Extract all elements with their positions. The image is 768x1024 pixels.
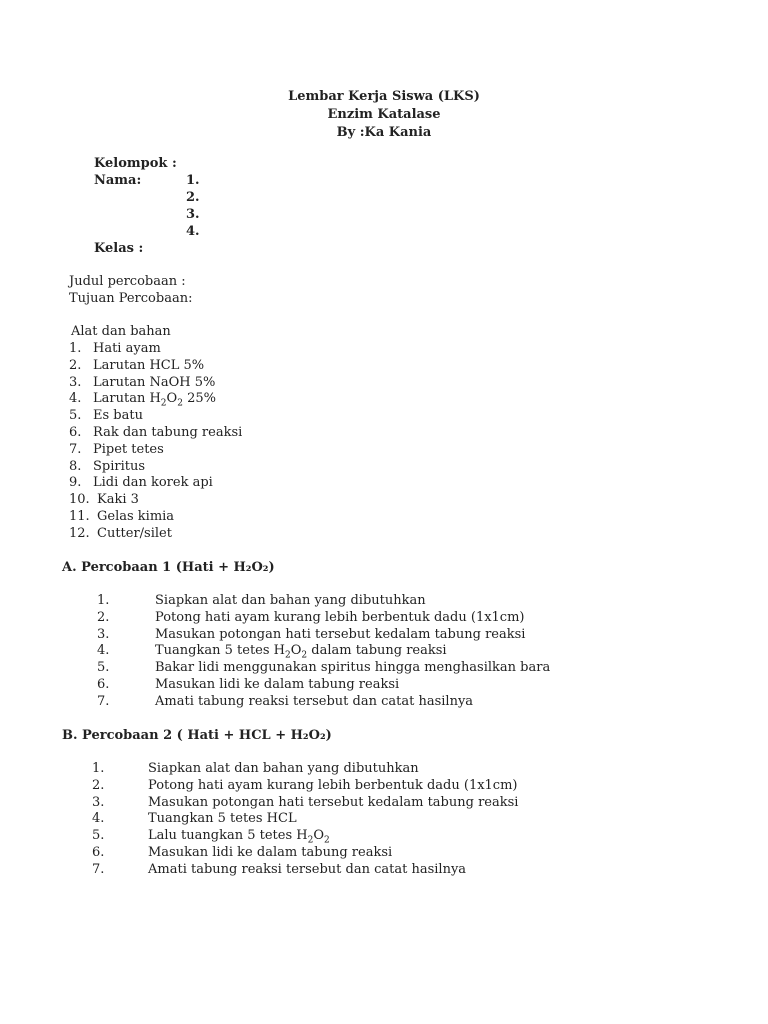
exp1-step-number: 3. [97, 626, 110, 642]
exp2-step-text: Siapkan alat dan bahan yang dibutuhkan [148, 761, 419, 776]
exp2-step-text: Masukan potongan hati tersebut kedalam tabung reaksi [148, 794, 519, 810]
nama-label: Nama: [94, 173, 142, 188]
material-item-text: Cutter/silet [97, 525, 172, 541]
material-item-number: 1. [69, 341, 82, 356]
exp2-step-number: 3. [92, 794, 105, 810]
material-item-number: 7. [69, 441, 82, 457]
materials-heading: Alat dan bahan [71, 324, 171, 339]
exp2-step-text: Amati tabung reaksi tersebut dan catat hasilnya [148, 861, 467, 877]
material-item-number: 8. [69, 458, 82, 474]
exp2-heading: B. Percobaan 2 ( Hati + HCL + H₂O₂) [62, 728, 332, 743]
nama-number: 3. [186, 207, 200, 222]
exp2-step-number: 1. [92, 761, 105, 776]
exp1-step-number: 1. [97, 593, 110, 608]
material-item-number: 12. [69, 525, 90, 541]
material-item-text: Spiritus [93, 458, 146, 474]
header-subtitle: Enzim Katalase [327, 107, 441, 122]
exp1-step-text: Amati tabung reaksi tersebut dan catat hasilnya [155, 693, 474, 709]
exp2-step-number: 7. [92, 861, 105, 877]
material-item-number: 11. [69, 509, 90, 524]
exp1-step-number: 6. [97, 677, 110, 692]
material-item-text: Larutan HCL 5% [93, 357, 205, 373]
exp2-step-text: Masukan lidi ke dalam tabung reaksi [148, 845, 393, 860]
exp1-step-text: Masukan lidi ke dalam tabung reaksi [155, 677, 400, 692]
material-item-number: 2. [69, 357, 82, 373]
exp1-step-number: 2. [97, 609, 110, 625]
exp1-heading: A. Percobaan 1 (Hati + H₂O₂) [62, 560, 275, 575]
exp1-step-number: 4. [97, 643, 110, 659]
exp1-step-text: Bakar lidi menggunakan spiritus hingga menghasilkan bara [155, 660, 551, 676]
exp1-step-number: 7. [97, 693, 110, 709]
material-item-number: 3. [69, 374, 82, 390]
exp2-step-number: 6. [92, 845, 105, 860]
exp2-step-text: Tuangkan 5 tetes HCL [148, 811, 297, 827]
material-item-number: 6. [69, 425, 82, 440]
material-item-text: Larutan $H_2O_2$ 25% [93, 391, 216, 409]
material-item-text: Rak dan tabung reaksi [93, 425, 243, 440]
exp2-step-number: 2. [92, 777, 105, 793]
material-item-text: Larutan NaOH 5% [93, 374, 216, 390]
exp2-step-number: 4. [92, 811, 105, 827]
exp1-step-text: Siapkan alat dan bahan yang dibutuhkan [155, 593, 426, 608]
material-item-text: Lidi dan korek api [93, 475, 213, 491]
exp1-step-number: 5. [97, 660, 110, 676]
nama-number: 2. [186, 190, 200, 205]
header-title: Lembar Kerja Siswa (LKS) [288, 89, 480, 104]
exp2-step-text: Potong hati ayam kurang lebih berbentuk dadu (1x1cm) [148, 777, 518, 793]
nama-number: 4. [186, 224, 200, 239]
nama-number: 1. [186, 173, 200, 188]
judul-percobaan-label: Judul percobaan : [69, 274, 186, 289]
material-item-number: 4. [69, 391, 82, 407]
material-item-number: 5. [69, 408, 82, 424]
exp2-step-text: Lalu tuangkan 5 tetes $H_2O_2$ [148, 828, 330, 846]
tujuan-percobaan-label: Tujuan Percobaan: [69, 291, 193, 306]
material-item-text: Es batu [93, 408, 143, 424]
header-author: By :Ka Kania [336, 125, 432, 140]
material-item-number: 9. [69, 475, 82, 491]
exp1-step-text: Masukan potongan hati tersebut kedalam tabung reaksi [155, 626, 526, 642]
material-item-text: Hati ayam [93, 341, 161, 356]
document-header [0, 88, 768, 142]
kelompok-label: Kelompok : [94, 156, 177, 171]
exp2-step-number: 5. [92, 828, 105, 844]
material-item-text: Pipet tetes [93, 441, 164, 457]
exp1-step-text: Tuangkan 5 tetes $H_2O_2$ dalam tabung reaksi [155, 643, 447, 661]
material-item-text: Gelas kimia [97, 509, 175, 524]
kelas-label: Kelas : [94, 241, 144, 256]
material-item-number: 10. [69, 492, 90, 508]
exp1-step-text: Potong hati ayam kurang lebih berbentuk dadu (1x1cm) [155, 609, 525, 625]
material-item-text: Kaki 3 [97, 492, 139, 508]
